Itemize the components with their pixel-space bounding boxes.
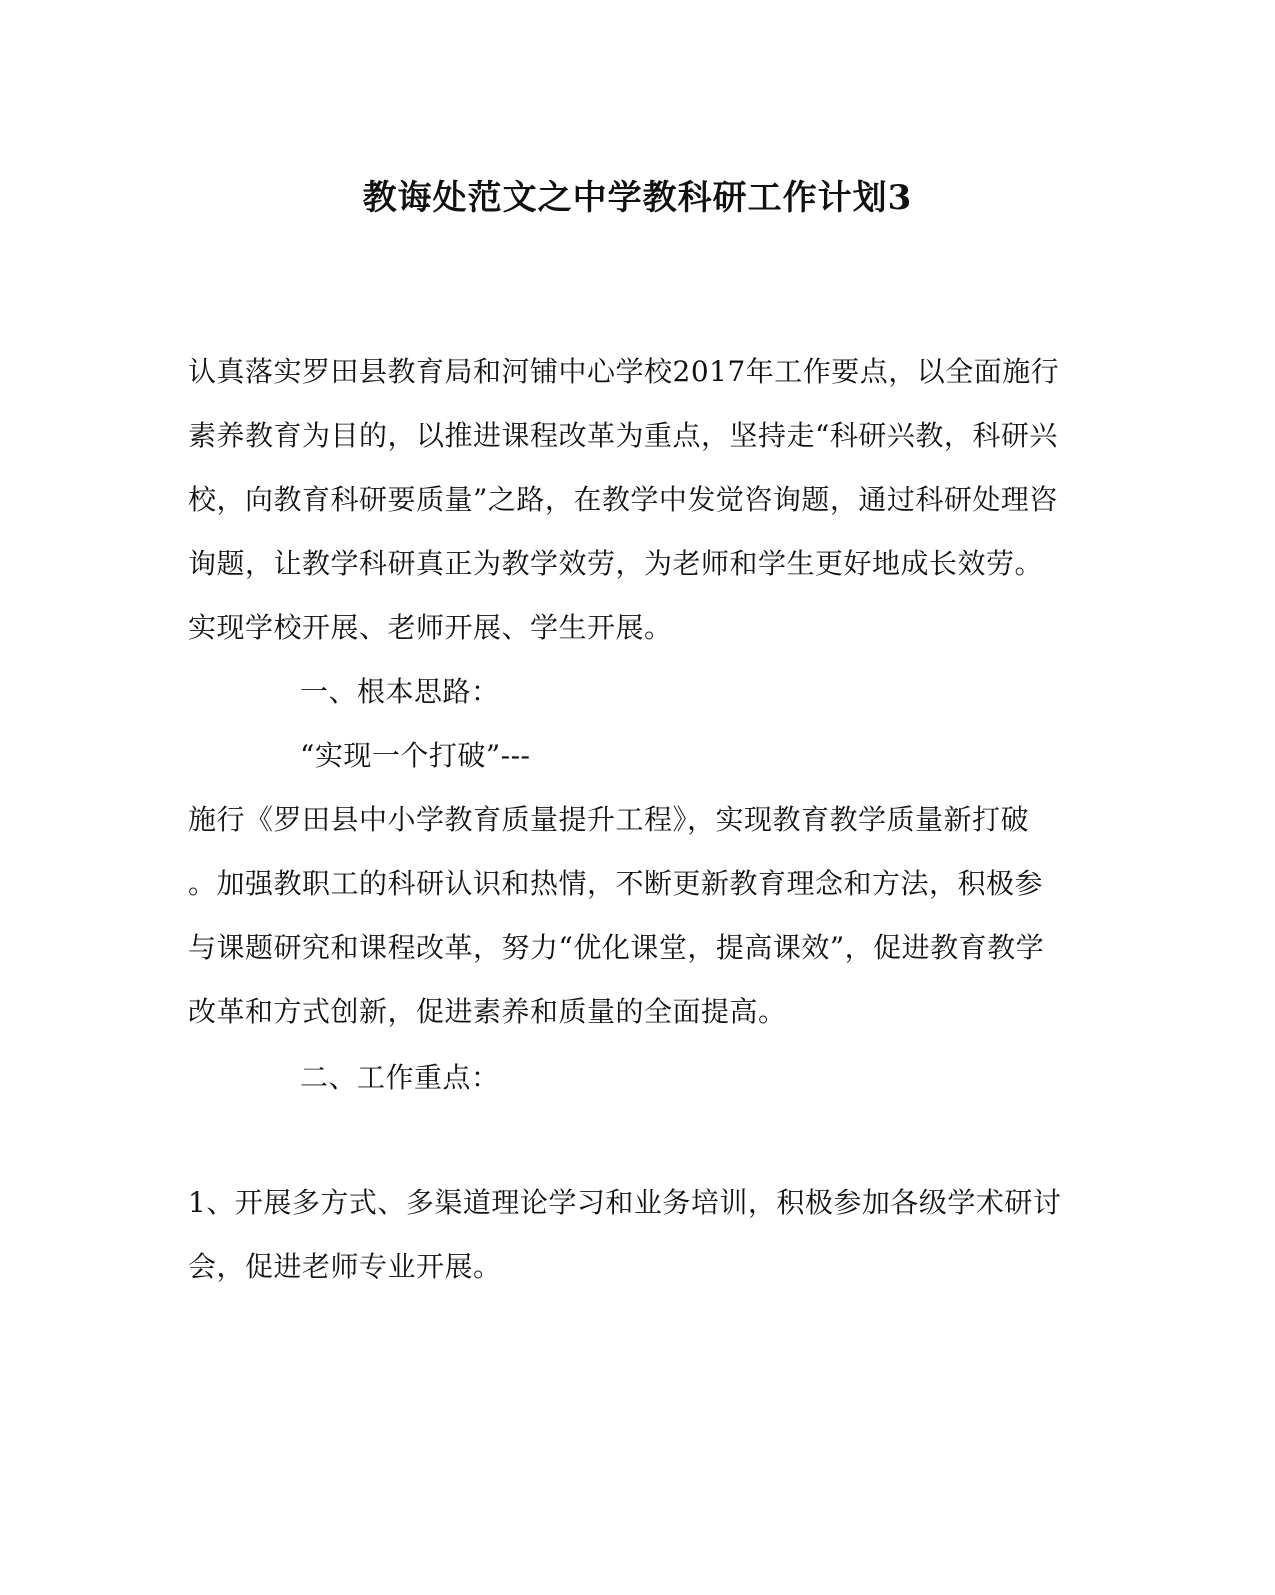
paragraph-line: 素养教育为目的，以推进课程改革为重点，坚持走“科研兴教，科研兴 bbox=[188, 419, 1058, 452]
paragraph-line: 认真落实罗田县教育局和河铺中心学校2017年工作要点，以全面施行 bbox=[188, 355, 1060, 388]
paragraph-line: 与课题研究和课程改革，努力“优化课堂，提高课效”，促进教育教学 bbox=[188, 931, 1045, 964]
section-heading-2: 二、工作重点： bbox=[300, 1061, 500, 1094]
paragraph-line: 询题，让教学科研真正为教学效劳，为老师和学生更好地成长效劳。 bbox=[188, 547, 1044, 580]
list-item-line: 会，促进老师专业开展。 bbox=[188, 1250, 502, 1283]
paragraph-line: 。加强教职工的科研认识和热情，不断更新教育理念和方法，积极参 bbox=[188, 867, 1044, 900]
paragraph-line: 改革和方式创新，促进素养和质量的全面提高。 bbox=[188, 995, 787, 1028]
subheading-breakthrough: “实现一个打破”--- bbox=[300, 739, 531, 772]
paragraph-line: 实现学校开展、老师开展、学生开展。 bbox=[188, 611, 673, 644]
document-title: 教诲处范文之中学教科研工作计划3 bbox=[362, 178, 913, 218]
section-heading-1: 一、根本思路： bbox=[300, 675, 500, 708]
list-item-line: 1、开展多方式、多渠道理论学习和业务培训，积极参加各级学术研讨 bbox=[188, 1186, 1062, 1219]
paragraph-line: 校，向教育科研要质量”之路，在教学中发觉咨询题，通过科研处理咨 bbox=[188, 483, 1058, 516]
paragraph-line: 施行《罗田县中小学教育质量提升工程》，实现教育教学质量新打破 bbox=[188, 803, 1030, 836]
